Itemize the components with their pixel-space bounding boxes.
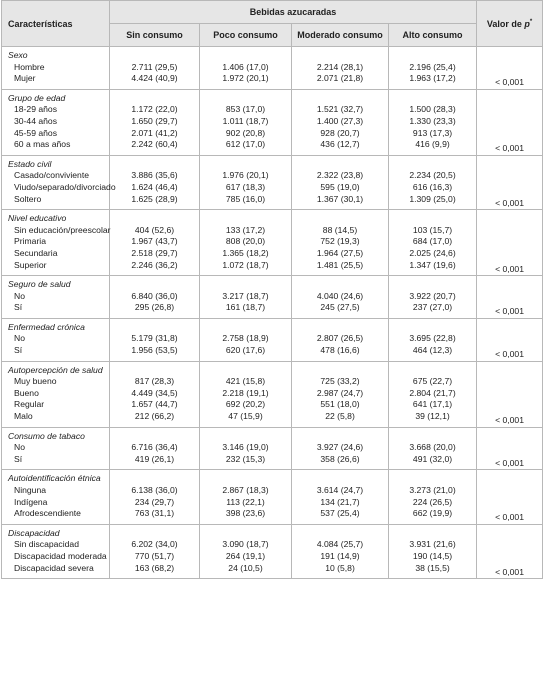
value-cell: 419 (26,1) <box>110 454 200 470</box>
value-cell: 808 (20,0) <box>200 236 292 248</box>
empty-cell <box>292 155 389 170</box>
value-cell: 1.521 (32,7) <box>292 104 389 116</box>
row-label: Sí <box>2 345 110 361</box>
empty-cell <box>389 47 477 62</box>
empty-cell <box>200 276 292 291</box>
value-cell: 641 (17,1) <box>389 399 477 411</box>
value-cell: 3.146 (19,0) <box>200 442 292 454</box>
value-cell: 358 (26,6) <box>292 454 389 470</box>
value-cell: 551 (18,0) <box>292 399 389 411</box>
p-value-cell: < 0,001 <box>477 276 543 319</box>
value-cell: 2.025 (24,6) <box>389 248 477 260</box>
table-row <box>2 551 543 563</box>
value-cell: 6.138 (36,0) <box>110 485 200 497</box>
header-col-poco: Poco consumo <box>200 24 292 47</box>
value-cell: 902 (20,8) <box>200 128 292 140</box>
value-cell: 1.657 (44,7) <box>110 399 200 411</box>
row-label: Secundaria <box>2 248 110 260</box>
value-cell: 595 (19,0) <box>292 182 389 194</box>
value-cell: 24 (10,5) <box>200 563 292 579</box>
table-row <box>2 497 543 509</box>
row-label: Mujer <box>2 73 110 89</box>
table-row <box>2 236 543 248</box>
row-label: Hombre <box>2 62 110 74</box>
category-row <box>2 47 543 62</box>
value-cell: 234 (29,7) <box>110 497 200 509</box>
value-cell: 3.886 (35,6) <box>110 170 200 182</box>
value-cell: 928 (20,7) <box>292 128 389 140</box>
value-cell: 478 (16,6) <box>292 345 389 361</box>
value-cell: 1.072 (18,7) <box>200 260 292 276</box>
value-cell: 38 (15,5) <box>389 563 477 579</box>
empty-cell <box>110 361 200 376</box>
value-cell: 2.218 (19,1) <box>200 388 292 400</box>
header-pvalue-p: p <box>524 18 530 29</box>
empty-cell <box>389 470 477 485</box>
value-cell: 2.804 (21,7) <box>389 388 477 400</box>
category-row <box>2 155 543 170</box>
empty-cell <box>110 210 200 225</box>
empty-cell <box>292 427 389 442</box>
table-row <box>2 333 543 345</box>
data-table <box>1 0 543 579</box>
p-value-cell: < 0,001 <box>477 155 543 209</box>
value-cell: 190 (14,5) <box>389 551 477 563</box>
row-label: Indígena <box>2 497 110 509</box>
category-row <box>2 427 543 442</box>
p-value-cell: < 0,001 <box>477 318 543 361</box>
empty-cell <box>200 361 292 376</box>
table-row <box>2 508 543 524</box>
value-cell: 2.071 (21,8) <box>292 73 389 89</box>
value-cell: 662 (19,9) <box>389 508 477 524</box>
row-label: No <box>2 291 110 303</box>
value-cell: 1.964 (27,5) <box>292 248 389 260</box>
value-cell: 404 (52,6) <box>110 225 200 237</box>
value-cell: 1.400 (27,3) <box>292 116 389 128</box>
category-row <box>2 276 543 291</box>
header-group: Bebidas azucaradas <box>110 1 477 24</box>
value-cell: 1.956 (53,5) <box>110 345 200 361</box>
empty-cell <box>292 47 389 62</box>
value-cell: 725 (33,2) <box>292 376 389 388</box>
row-label: Soltero <box>2 194 110 210</box>
value-cell: 684 (17,0) <box>389 236 477 248</box>
value-cell: 1.650 (29,7) <box>110 116 200 128</box>
empty-cell <box>389 524 477 539</box>
p-value-cell: < 0,001 <box>477 47 543 90</box>
value-cell: 39 (12,1) <box>389 411 477 427</box>
category-title: Estado civil <box>2 155 110 170</box>
value-cell: 6.840 (36,0) <box>110 291 200 303</box>
header-pvalue-label: Valor de <box>486 18 525 29</box>
value-cell: 22 (5,8) <box>292 411 389 427</box>
value-cell: 2.071 (41,2) <box>110 128 200 140</box>
value-cell: 191 (14,9) <box>292 551 389 563</box>
table-row <box>2 170 543 182</box>
category-title: Autopercepción de salud <box>2 361 110 376</box>
empty-cell <box>110 318 200 333</box>
value-cell: 692 (20,2) <box>200 399 292 411</box>
value-cell: 3.931 (21,6) <box>389 539 477 551</box>
value-cell: 224 (26,5) <box>389 497 477 509</box>
table-row <box>2 399 543 411</box>
empty-cell <box>389 276 477 291</box>
value-cell: 2.246 (36,2) <box>110 260 200 276</box>
row-label: Sí <box>2 454 110 470</box>
category-title: Enfermedad crónica <box>2 318 110 333</box>
table-row <box>2 454 543 470</box>
table-body <box>2 47 543 579</box>
table-row <box>2 539 543 551</box>
value-cell: 785 (16,0) <box>200 194 292 210</box>
value-cell: 237 (27,0) <box>389 302 477 318</box>
row-label: No <box>2 333 110 345</box>
value-cell: 3.695 (22,8) <box>389 333 477 345</box>
category-row <box>2 210 543 225</box>
table-row <box>2 388 543 400</box>
value-cell: 6.716 (36,4) <box>110 442 200 454</box>
value-cell: 3.922 (20,7) <box>389 291 477 303</box>
value-cell: 3.090 (18,7) <box>200 539 292 551</box>
empty-cell <box>200 318 292 333</box>
value-cell: 398 (23,6) <box>200 508 292 524</box>
value-cell: 1.967 (43,7) <box>110 236 200 248</box>
category-row <box>2 89 543 104</box>
value-cell: 113 (22,1) <box>200 497 292 509</box>
category-title: Seguro de salud <box>2 276 110 291</box>
category-title: Discapacidad <box>2 524 110 539</box>
empty-cell <box>389 318 477 333</box>
category-title: Autoidentificación étnica <box>2 470 110 485</box>
value-cell: 1.624 (46,4) <box>110 182 200 194</box>
value-cell: 421 (15,8) <box>200 376 292 388</box>
category-title: Sexo <box>2 47 110 62</box>
value-cell: 295 (26,8) <box>110 302 200 318</box>
p-value-cell: < 0,001 <box>477 524 543 578</box>
value-cell: 612 (17,0) <box>200 139 292 155</box>
table-row <box>2 194 543 210</box>
empty-cell <box>292 470 389 485</box>
value-cell: 2.987 (24,7) <box>292 388 389 400</box>
header-pvalue-sup: * <box>529 18 533 25</box>
value-cell: 2.867 (18,3) <box>200 485 292 497</box>
table-row <box>2 302 543 318</box>
empty-cell <box>389 89 477 104</box>
value-cell: 264 (19,1) <box>200 551 292 563</box>
empty-cell <box>110 155 200 170</box>
row-label: Sin discapacidad <box>2 539 110 551</box>
table-row <box>2 225 543 237</box>
table-row <box>2 485 543 497</box>
table-row <box>2 139 543 155</box>
value-cell: 436 (12,7) <box>292 139 389 155</box>
value-cell: 913 (17,3) <box>389 128 477 140</box>
value-cell: 1.011 (18,7) <box>200 116 292 128</box>
value-cell: 675 (22,7) <box>389 376 477 388</box>
value-cell: 464 (12,3) <box>389 345 477 361</box>
table-row <box>2 442 543 454</box>
value-cell: 1.500 (28,3) <box>389 104 477 116</box>
empty-cell <box>389 427 477 442</box>
value-cell: 212 (66,2) <box>110 411 200 427</box>
value-cell: 1.367 (30,1) <box>292 194 389 210</box>
value-cell: 5.179 (31,8) <box>110 333 200 345</box>
row-label: Afrodescendiente <box>2 508 110 524</box>
category-title: Grupo de edad <box>2 89 110 104</box>
table-row <box>2 291 543 303</box>
row-label: Casado/conviviente <box>2 170 110 182</box>
empty-cell <box>200 210 292 225</box>
value-cell: 2.807 (26,5) <box>292 333 389 345</box>
value-cell: 770 (51,7) <box>110 551 200 563</box>
table-row <box>2 182 543 194</box>
value-cell: 763 (31,1) <box>110 508 200 524</box>
header-characteristics: Características <box>2 1 110 47</box>
value-cell: 6.202 (34,0) <box>110 539 200 551</box>
value-cell: 134 (21,7) <box>292 497 389 509</box>
row-label: 30-44 años <box>2 116 110 128</box>
empty-cell <box>110 427 200 442</box>
value-cell: 1.963 (17,2) <box>389 73 477 89</box>
empty-cell <box>110 524 200 539</box>
row-label: Sí <box>2 302 110 318</box>
row-label: Viudo/separado/divorciado <box>2 182 110 194</box>
value-cell: 537 (25,4) <box>292 508 389 524</box>
empty-cell <box>200 89 292 104</box>
empty-cell <box>110 89 200 104</box>
value-cell: 1.347 (19,6) <box>389 260 477 276</box>
category-row <box>2 470 543 485</box>
table-header <box>2 1 543 47</box>
header-col-alto: Alto consumo <box>389 24 477 47</box>
table-row <box>2 563 543 579</box>
empty-cell <box>292 89 389 104</box>
value-cell: 245 (27,5) <box>292 302 389 318</box>
value-cell: 1.330 (23,3) <box>389 116 477 128</box>
row-label: Superior <box>2 260 110 276</box>
p-value-cell: < 0,001 <box>477 470 543 524</box>
p-value-cell: < 0,001 <box>477 89 543 155</box>
category-row <box>2 318 543 333</box>
value-cell: 2.758 (18,9) <box>200 333 292 345</box>
value-cell: 10 (5,8) <box>292 563 389 579</box>
value-cell: 616 (16,3) <box>389 182 477 194</box>
row-label: 60 a mas años <box>2 139 110 155</box>
value-cell: 47 (15,9) <box>200 411 292 427</box>
table-row <box>2 376 543 388</box>
empty-cell <box>389 210 477 225</box>
value-cell: 1.309 (25,0) <box>389 194 477 210</box>
empty-cell <box>292 210 389 225</box>
category-title: Consumo de tabaco <box>2 427 110 442</box>
value-cell: 620 (17,6) <box>200 345 292 361</box>
empty-cell <box>200 155 292 170</box>
table-row <box>2 128 543 140</box>
row-label: 45-59 años <box>2 128 110 140</box>
value-cell: 853 (17,0) <box>200 104 292 116</box>
value-cell: 617 (18,3) <box>200 182 292 194</box>
category-title: Nivel educativo <box>2 210 110 225</box>
empty-cell <box>200 524 292 539</box>
value-cell: 416 (9,9) <box>389 139 477 155</box>
row-label: Sin educación/preescolar <box>2 225 110 237</box>
table-row <box>2 116 543 128</box>
value-cell: 4.449 (34,5) <box>110 388 200 400</box>
empty-cell <box>292 318 389 333</box>
value-cell: 1.972 (20,1) <box>200 73 292 89</box>
row-label: Malo <box>2 411 110 427</box>
value-cell: 163 (68,2) <box>110 563 200 579</box>
value-cell: 2.196 (25,4) <box>389 62 477 74</box>
table-row <box>2 62 543 74</box>
empty-cell <box>389 155 477 170</box>
p-value-cell: < 0,001 <box>477 361 543 427</box>
empty-cell <box>200 470 292 485</box>
p-value-cell: < 0,001 <box>477 427 543 470</box>
value-cell: 161 (18,7) <box>200 302 292 318</box>
row-label: Primaria <box>2 236 110 248</box>
header-col-moderado: Moderado consumo <box>292 24 389 47</box>
empty-cell <box>292 361 389 376</box>
value-cell: 133 (17,2) <box>200 225 292 237</box>
empty-cell <box>110 470 200 485</box>
empty-cell <box>389 361 477 376</box>
header-pvalue <box>477 1 543 47</box>
value-cell: 2.711 (29,5) <box>110 62 200 74</box>
value-cell: 1.172 (22,0) <box>110 104 200 116</box>
value-cell: 1.365 (18,2) <box>200 248 292 260</box>
row-label: Discapacidad moderada <box>2 551 110 563</box>
value-cell: 103 (15,7) <box>389 225 477 237</box>
value-cell: 4.424 (40,9) <box>110 73 200 89</box>
table-row <box>2 411 543 427</box>
value-cell: 2.322 (23,8) <box>292 170 389 182</box>
value-cell: 2.518 (29,7) <box>110 248 200 260</box>
value-cell: 88 (14,5) <box>292 225 389 237</box>
value-cell: 1.976 (20,1) <box>200 170 292 182</box>
value-cell: 1.481 (25,5) <box>292 260 389 276</box>
empty-cell <box>110 47 200 62</box>
category-row <box>2 524 543 539</box>
value-cell: 2.214 (28,1) <box>292 62 389 74</box>
value-cell: 3.614 (24,7) <box>292 485 389 497</box>
row-label: Discapacidad severa <box>2 563 110 579</box>
empty-cell <box>292 524 389 539</box>
empty-cell <box>200 427 292 442</box>
empty-cell <box>200 47 292 62</box>
value-cell: 817 (28,3) <box>110 376 200 388</box>
category-row <box>2 361 543 376</box>
empty-cell <box>110 276 200 291</box>
value-cell: 752 (19,3) <box>292 236 389 248</box>
header-col-sin: Sin consumo <box>110 24 200 47</box>
value-cell: 491 (32,0) <box>389 454 477 470</box>
value-cell: 3.273 (21,0) <box>389 485 477 497</box>
value-cell: 1.625 (28,9) <box>110 194 200 210</box>
table-row <box>2 104 543 116</box>
value-cell: 3.668 (20,0) <box>389 442 477 454</box>
empty-cell <box>292 276 389 291</box>
row-label: Ninguna <box>2 485 110 497</box>
value-cell: 3.217 (18,7) <box>200 291 292 303</box>
row-label: Bueno <box>2 388 110 400</box>
table-row <box>2 248 543 260</box>
row-label: 18-29 años <box>2 104 110 116</box>
value-cell: 2.242 (60,4) <box>110 139 200 155</box>
value-cell: 3.927 (24,6) <box>292 442 389 454</box>
value-cell: 2.234 (20,5) <box>389 170 477 182</box>
row-label: Muy bueno <box>2 376 110 388</box>
p-value-cell: < 0,001 <box>477 210 543 276</box>
value-cell: 232 (15,3) <box>200 454 292 470</box>
table-row <box>2 345 543 361</box>
row-label: Regular <box>2 399 110 411</box>
value-cell: 4.040 (24,6) <box>292 291 389 303</box>
value-cell: 1.406 (17,0) <box>200 62 292 74</box>
table-row <box>2 260 543 276</box>
row-label: No <box>2 442 110 454</box>
table-row <box>2 73 543 89</box>
value-cell: 4.084 (25,7) <box>292 539 389 551</box>
